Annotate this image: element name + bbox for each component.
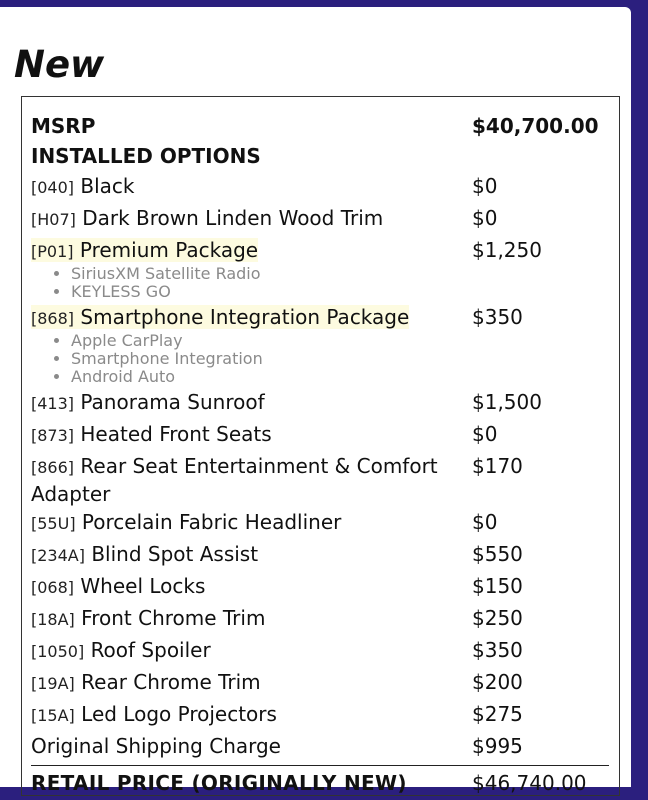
option-row	[31, 387, 609, 419]
page-title: New	[14, 43, 105, 86]
feature-item: • Apple CarPlay	[71, 332, 609, 350]
option-name: Rear Chrome Trim	[81, 670, 261, 694]
option-row-package	[31, 235, 609, 267]
option-name: Blind Spot Assist	[91, 542, 259, 566]
option-name: Black	[80, 174, 135, 198]
option-name: Dark Brown Linden Wood Trim	[82, 206, 384, 230]
option-price: $0	[472, 422, 498, 446]
option-code: [873]	[31, 426, 75, 445]
option-code: [H07]	[31, 210, 76, 229]
package-highlight	[31, 305, 409, 329]
package-highlight	[31, 238, 258, 262]
retail-price-value: $46,740.00	[472, 771, 587, 795]
option-name: Led Logo Projectors	[81, 702, 277, 726]
retail-price-row	[31, 765, 609, 800]
sticker-card	[0, 7, 631, 795]
retail-price-label: RETAIL PRICE (ORIGINALLY NEW)	[31, 771, 407, 795]
shipping-price: $995	[472, 734, 523, 758]
option-row	[31, 603, 609, 635]
msrp-label: MSRP	[31, 114, 96, 138]
option-code: [18A]	[31, 610, 75, 629]
package-features	[31, 332, 609, 386]
msrp-price: $40,700.00	[472, 114, 599, 138]
option-price: $1,250	[472, 238, 542, 262]
option-price: $170	[472, 454, 523, 478]
option-row	[31, 507, 609, 539]
shipping-label: Original Shipping Charge	[31, 734, 281, 758]
option-price: $0	[472, 174, 498, 198]
feature-item: • KEYLESS GO	[71, 283, 609, 301]
option-code: [55U]	[31, 514, 76, 533]
option-code: [19A]	[31, 674, 75, 693]
option-row	[31, 203, 609, 235]
option-row-package	[31, 302, 609, 334]
option-price: $550	[472, 542, 523, 566]
option-price: $350	[472, 305, 523, 329]
option-price: $1,500	[472, 390, 542, 414]
option-row	[31, 699, 609, 731]
option-code: [234A]	[31, 546, 85, 565]
option-code: [866]	[31, 458, 75, 477]
option-name: Premium Package	[79, 238, 259, 262]
package-features	[31, 265, 609, 301]
feature-item: • Android Auto	[71, 368, 609, 386]
price-list	[31, 111, 609, 800]
option-row	[31, 667, 609, 699]
shipping-row	[31, 731, 609, 761]
option-name: Roof Spoiler	[90, 638, 211, 662]
option-row	[31, 635, 609, 667]
price-sticker	[21, 96, 620, 796]
option-price: $350	[472, 638, 523, 662]
installed-options-header: INSTALLED OPTIONS	[31, 144, 261, 168]
option-price: $275	[472, 702, 523, 726]
feature-item: • SiriusXM Satellite Radio	[71, 265, 609, 283]
option-row	[31, 539, 609, 571]
option-price: $0	[472, 510, 498, 534]
option-code: [068]	[31, 578, 75, 597]
installed-options-header-row	[31, 141, 609, 171]
option-name: Heated Front Seats	[80, 422, 272, 446]
option-row	[31, 171, 609, 203]
option-row	[31, 419, 609, 451]
option-price: $250	[472, 606, 523, 630]
option-name: Smartphone Integration Package	[80, 305, 410, 329]
option-code: [868]	[31, 309, 75, 328]
option-name: Rear Seat Entertainment & Comfort Adapter	[31, 454, 438, 506]
option-price: $200	[472, 670, 523, 694]
option-code: [15A]	[31, 706, 75, 725]
option-row	[31, 571, 609, 603]
option-name: Wheel Locks	[80, 574, 206, 598]
option-code: [P01]	[31, 242, 74, 261]
msrp-row	[31, 111, 609, 141]
option-code: [1050]	[31, 642, 85, 661]
option-name: Front Chrome Trim	[81, 606, 266, 630]
option-name: Panorama Sunroof	[80, 390, 265, 414]
option-code: [040]	[31, 178, 75, 197]
option-price: $0	[472, 206, 498, 230]
option-name: Porcelain Fabric Headliner	[81, 510, 342, 534]
option-code: [413]	[31, 394, 75, 413]
feature-item: • Smartphone Integration	[71, 350, 609, 368]
option-price: $150	[472, 574, 523, 598]
option-row	[31, 451, 609, 507]
